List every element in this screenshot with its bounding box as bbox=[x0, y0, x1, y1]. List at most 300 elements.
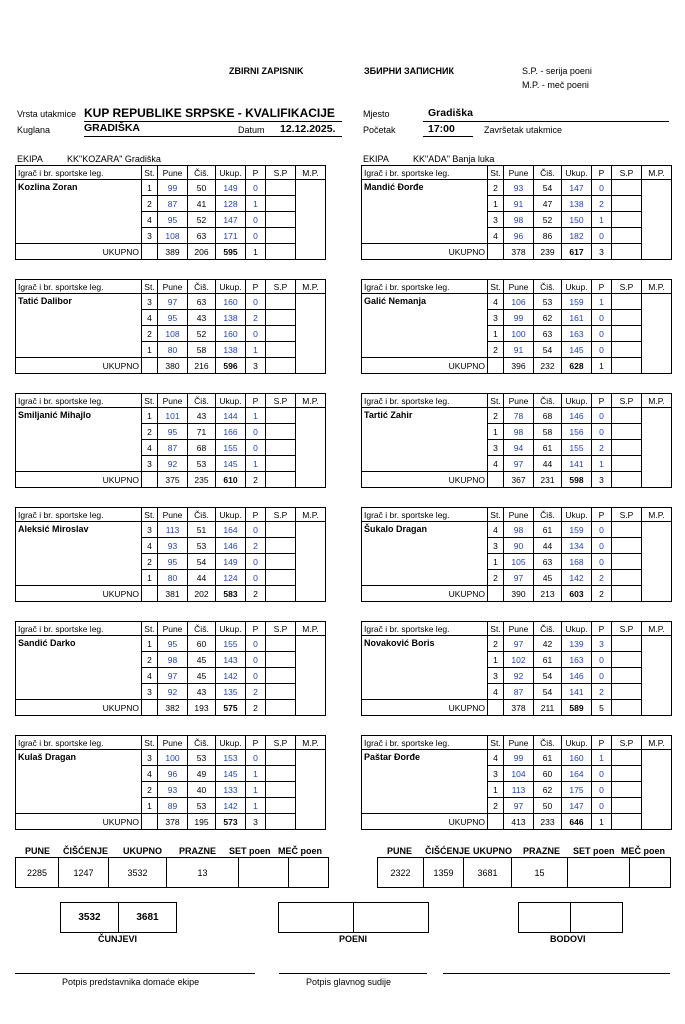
player-name: Sandić Darko bbox=[16, 636, 142, 700]
col-st-header: St. bbox=[488, 622, 504, 636]
total-prazne: 5 bbox=[592, 700, 612, 716]
set-ukup: 124 bbox=[216, 570, 246, 586]
col-mp-header: M.P. bbox=[642, 736, 672, 750]
col-st-header: St. bbox=[142, 622, 158, 636]
set-pune: 113 bbox=[504, 782, 534, 798]
table-row bbox=[362, 408, 672, 424]
match-point-cell bbox=[642, 636, 672, 716]
total-ukup: 617 bbox=[562, 244, 592, 260]
set-pune: 108 bbox=[158, 326, 188, 342]
summary-label-set_poen: SET poen bbox=[229, 846, 271, 856]
col-mp-header: M.P. bbox=[296, 166, 326, 180]
set-pune: 113 bbox=[158, 522, 188, 538]
set-pune: 92 bbox=[158, 684, 188, 700]
set-cis: 40 bbox=[188, 782, 216, 798]
set-lane: 3 bbox=[488, 212, 504, 228]
total-label: UKUPNO bbox=[362, 472, 488, 488]
col-cis-header: Čiš. bbox=[188, 394, 216, 408]
poeni-label: POENI bbox=[339, 934, 368, 944]
set-ukup: 168 bbox=[562, 554, 592, 570]
set-prazne: 1 bbox=[246, 798, 266, 814]
total-prazne: 2 bbox=[592, 586, 612, 602]
total-ukup: 595 bbox=[216, 244, 246, 260]
col-mp-header: M.P. bbox=[296, 280, 326, 294]
away-match-table bbox=[361, 735, 672, 830]
set-sp bbox=[612, 408, 642, 424]
total-label: UKUPNO bbox=[16, 700, 142, 716]
col-ukup-header: Ukup. bbox=[562, 280, 592, 294]
set-cis: 86 bbox=[534, 228, 562, 244]
col-player-header: Igrač i br. sportske leg. bbox=[16, 508, 142, 522]
set-lane: 2 bbox=[488, 342, 504, 358]
set-sp bbox=[266, 408, 296, 424]
set-cis: 42 bbox=[534, 636, 562, 652]
set-pune: 93 bbox=[158, 538, 188, 554]
set-cis: 68 bbox=[188, 440, 216, 456]
set-pune: 78 bbox=[504, 408, 534, 424]
col-pune-header: Pune bbox=[158, 622, 188, 636]
col-p-header: P bbox=[592, 280, 612, 294]
table-row bbox=[16, 180, 326, 196]
col-cis-header: Čiš. bbox=[188, 622, 216, 636]
col-ukup-header: Ukup. bbox=[562, 166, 592, 180]
set-ukup: 171 bbox=[216, 228, 246, 244]
set-sp bbox=[612, 668, 642, 684]
set-sp bbox=[266, 440, 296, 456]
player-name: Aleksić Miroslav bbox=[16, 522, 142, 586]
total-pune: 378 bbox=[504, 244, 534, 260]
col-p-header: P bbox=[592, 736, 612, 750]
home-team-label: EKIPA bbox=[17, 154, 43, 164]
set-prazne: 1 bbox=[592, 456, 612, 472]
set-pune: 87 bbox=[504, 684, 534, 700]
away-sum-prazne: 15 bbox=[512, 858, 568, 888]
vrsta-value: KUP REPUBLIKE SRPSKE - KVALIFIKACIJE bbox=[84, 106, 335, 120]
col-ukup-header: Ukup. bbox=[216, 736, 246, 750]
set-sp bbox=[266, 798, 296, 814]
set-sp bbox=[266, 652, 296, 668]
set-pune: 96 bbox=[504, 228, 534, 244]
col-p-header: P bbox=[246, 508, 266, 522]
set-prazne: 2 bbox=[592, 440, 612, 456]
summary-label-ciscenje: ČIŠĆENJE bbox=[63, 846, 109, 856]
set-prazne: 0 bbox=[592, 180, 612, 196]
set-pune: 106 bbox=[504, 294, 534, 310]
set-sp bbox=[612, 342, 642, 358]
col-sp-header: S.P bbox=[266, 166, 296, 180]
away-sum-set bbox=[568, 858, 630, 888]
player-name: Tatić Dalibor bbox=[16, 294, 142, 358]
summary-label-prazne: PRAZNE bbox=[179, 846, 217, 856]
set-ukup: 149 bbox=[216, 554, 246, 570]
set-pune: 97 bbox=[158, 294, 188, 310]
set-prazne: 0 bbox=[592, 424, 612, 440]
set-lane: 2 bbox=[488, 636, 504, 652]
set-pune: 102 bbox=[504, 652, 534, 668]
set-lane: 4 bbox=[142, 212, 158, 228]
set-cis: 62 bbox=[534, 310, 562, 326]
col-pune-header: Pune bbox=[158, 736, 188, 750]
table-row bbox=[16, 294, 326, 310]
col-sp-header: S.P bbox=[612, 280, 642, 294]
total-sp bbox=[612, 700, 642, 716]
col-p-header: P bbox=[246, 280, 266, 294]
col-cis-header: Čiš. bbox=[534, 280, 562, 294]
set-sp bbox=[266, 668, 296, 684]
set-cis: 58 bbox=[534, 424, 562, 440]
set-prazne: 0 bbox=[592, 228, 612, 244]
set-sp bbox=[612, 456, 642, 472]
pocetak-label: Početak bbox=[363, 125, 396, 135]
col-player-header: Igrač i br. sportske leg. bbox=[362, 508, 488, 522]
player-name: Tartić Zahir bbox=[362, 408, 488, 472]
set-prazne: 1 bbox=[246, 782, 266, 798]
total-label: UKUPNO bbox=[362, 358, 488, 374]
set-lane: 4 bbox=[142, 766, 158, 782]
col-mp-header: M.P. bbox=[642, 622, 672, 636]
total-pune: 390 bbox=[504, 586, 534, 602]
total-row bbox=[16, 814, 326, 830]
total-cis: 206 bbox=[188, 244, 216, 260]
col-st-header: St. bbox=[488, 394, 504, 408]
set-lane: 3 bbox=[142, 228, 158, 244]
home-match-table bbox=[15, 507, 326, 602]
set-prazne: 0 bbox=[246, 294, 266, 310]
set-prazne: 0 bbox=[592, 408, 612, 424]
kuglana-label: Kuglana bbox=[17, 125, 51, 135]
set-ukup: 161 bbox=[562, 310, 592, 326]
set-sp bbox=[612, 326, 642, 342]
col-pune-header: Pune bbox=[158, 508, 188, 522]
set-sp bbox=[612, 294, 642, 310]
set-ukup: 160 bbox=[562, 750, 592, 766]
total-pune: 381 bbox=[158, 586, 188, 602]
col-pune-header: Pune bbox=[158, 166, 188, 180]
total-cis: 211 bbox=[534, 700, 562, 716]
set-cis: 71 bbox=[188, 424, 216, 440]
col-player-header: Igrač i br. sportske leg. bbox=[16, 280, 142, 294]
total-row bbox=[362, 700, 672, 716]
total-prazne: 3 bbox=[592, 244, 612, 260]
away-sum-ciscenje: 1359 bbox=[424, 858, 464, 888]
total-label: UKUPNO bbox=[362, 814, 488, 830]
set-sp bbox=[612, 782, 642, 798]
set-prazne: 2 bbox=[592, 684, 612, 700]
total-ukup: 573 bbox=[216, 814, 246, 830]
set-prazne: 0 bbox=[592, 538, 612, 554]
total-label: UKUPNO bbox=[16, 472, 142, 488]
col-sp-header: S.P bbox=[266, 622, 296, 636]
cunjevi-home: 3532 bbox=[61, 903, 119, 933]
set-prazne: 0 bbox=[592, 554, 612, 570]
set-pune: 89 bbox=[158, 798, 188, 814]
home-match-table bbox=[15, 393, 326, 488]
total-row bbox=[362, 472, 672, 488]
set-ukup: 182 bbox=[562, 228, 592, 244]
total-cis: 235 bbox=[188, 472, 216, 488]
set-sp bbox=[266, 554, 296, 570]
col-st-header: St. bbox=[142, 280, 158, 294]
col-pune-header: Pune bbox=[504, 394, 534, 408]
set-cis: 63 bbox=[534, 554, 562, 570]
total-ukup: 596 bbox=[216, 358, 246, 374]
set-pune: 87 bbox=[158, 440, 188, 456]
set-prazne: 0 bbox=[246, 424, 266, 440]
poeni-home bbox=[279, 903, 354, 933]
total-ukup: 646 bbox=[562, 814, 592, 830]
set-ukup: 155 bbox=[216, 440, 246, 456]
total-spacer bbox=[142, 700, 158, 716]
set-pune: 93 bbox=[504, 180, 534, 196]
set-sp bbox=[266, 228, 296, 244]
col-sp-header: S.P bbox=[266, 508, 296, 522]
set-pune: 105 bbox=[504, 554, 534, 570]
set-ukup: 160 bbox=[216, 294, 246, 310]
col-cis-header: Čiš. bbox=[188, 508, 216, 522]
set-pune: 101 bbox=[158, 408, 188, 424]
total-cis: 232 bbox=[534, 358, 562, 374]
total-spacer bbox=[142, 586, 158, 602]
total-spacer bbox=[142, 244, 158, 260]
set-lane: 3 bbox=[488, 766, 504, 782]
set-cis: 60 bbox=[188, 636, 216, 652]
player-name: Galić Nemanja bbox=[362, 294, 488, 358]
set-cis: 68 bbox=[534, 408, 562, 424]
total-spacer bbox=[142, 472, 158, 488]
set-lane: 2 bbox=[488, 798, 504, 814]
set-lane: 3 bbox=[142, 294, 158, 310]
total-prazne: 1 bbox=[592, 358, 612, 374]
total-row bbox=[362, 244, 672, 260]
total-label: UKUPNO bbox=[362, 700, 488, 716]
total-prazne: 2 bbox=[246, 586, 266, 602]
match-point-cell bbox=[296, 180, 326, 260]
datum-value: 12.12.2025. bbox=[280, 123, 336, 135]
set-prazne: 1 bbox=[246, 408, 266, 424]
col-st-header: St. bbox=[488, 508, 504, 522]
set-cis: 43 bbox=[188, 684, 216, 700]
set-ukup: 149 bbox=[216, 180, 246, 196]
col-sp-header: S.P bbox=[266, 736, 296, 750]
summary-label-prazne: PRAZNE bbox=[523, 846, 561, 856]
set-cis: 54 bbox=[534, 668, 562, 684]
away-match-table bbox=[361, 393, 672, 488]
home-sum-ukupno: 3532 bbox=[109, 858, 167, 888]
set-sp bbox=[266, 636, 296, 652]
set-prazne: 0 bbox=[246, 554, 266, 570]
mjesto-label: Mjesto bbox=[363, 109, 390, 119]
set-prazne: 0 bbox=[592, 782, 612, 798]
set-prazne: 0 bbox=[246, 570, 266, 586]
col-ukup-header: Ukup. bbox=[562, 736, 592, 750]
set-ukup: 164 bbox=[562, 766, 592, 782]
set-ukup: 142 bbox=[216, 798, 246, 814]
set-pune: 90 bbox=[504, 538, 534, 554]
set-cis: 60 bbox=[534, 766, 562, 782]
pocetak-value: 17:00 bbox=[428, 123, 455, 135]
total-row bbox=[362, 814, 672, 830]
poeni-table bbox=[278, 902, 429, 933]
set-cis: 47 bbox=[534, 196, 562, 212]
set-ukup: 146 bbox=[216, 538, 246, 554]
set-lane: 1 bbox=[142, 636, 158, 652]
set-pune: 100 bbox=[504, 326, 534, 342]
set-sp bbox=[266, 196, 296, 212]
col-ukup-header: Ukup. bbox=[562, 508, 592, 522]
home-match-table bbox=[15, 735, 326, 830]
set-lane: 4 bbox=[142, 668, 158, 684]
col-sp-header: S.P bbox=[612, 166, 642, 180]
set-ukup: 142 bbox=[562, 570, 592, 586]
match-point-cell bbox=[642, 180, 672, 260]
set-ukup: 164 bbox=[216, 522, 246, 538]
set-cis: 63 bbox=[188, 228, 216, 244]
col-cis-header: Čiš. bbox=[534, 622, 562, 636]
signature-referee-label: Potpis glavnog sudije bbox=[306, 977, 392, 987]
set-cis: 50 bbox=[534, 798, 562, 814]
table-row bbox=[16, 522, 326, 538]
set-pune: 99 bbox=[504, 310, 534, 326]
set-pune: 95 bbox=[158, 310, 188, 326]
set-sp bbox=[266, 310, 296, 326]
col-player-header: Igrač i br. sportske leg. bbox=[362, 622, 488, 636]
away-team-name: KK"ADA" Banja luka bbox=[413, 154, 495, 164]
cunjevi-away: 3681 bbox=[119, 903, 177, 933]
home-match-table bbox=[15, 279, 326, 374]
total-label: UKUPNO bbox=[16, 244, 142, 260]
home-sum-mec bbox=[289, 858, 329, 888]
match-point-cell bbox=[296, 294, 326, 374]
set-prazne: 2 bbox=[592, 196, 612, 212]
set-cis: 43 bbox=[188, 310, 216, 326]
col-p-header: P bbox=[246, 622, 266, 636]
bodovi-away bbox=[571, 903, 623, 933]
summary-label-ukupno: UKUPNO bbox=[123, 846, 163, 856]
home-match-table bbox=[15, 165, 326, 260]
total-prazne: 2 bbox=[246, 472, 266, 488]
total-cis: 202 bbox=[188, 586, 216, 602]
set-lane: 2 bbox=[488, 408, 504, 424]
set-lane: 2 bbox=[142, 652, 158, 668]
set-sp bbox=[266, 538, 296, 554]
col-pune-header: Pune bbox=[504, 736, 534, 750]
set-ukup: 150 bbox=[562, 212, 592, 228]
col-sp-header: S.P bbox=[612, 736, 642, 750]
set-lane: 4 bbox=[488, 522, 504, 538]
set-cis: 44 bbox=[534, 538, 562, 554]
set-cis: 52 bbox=[188, 326, 216, 342]
player-name: Mandić Đorđe bbox=[362, 180, 488, 244]
set-pune: 98 bbox=[504, 212, 534, 228]
set-sp bbox=[266, 212, 296, 228]
set-sp bbox=[612, 636, 642, 652]
total-prazne: 3 bbox=[246, 814, 266, 830]
set-sp bbox=[266, 294, 296, 310]
set-sp bbox=[612, 766, 642, 782]
set-cis: 63 bbox=[534, 326, 562, 342]
set-ukup: 159 bbox=[562, 522, 592, 538]
set-prazne: 0 bbox=[246, 750, 266, 766]
total-cis: 213 bbox=[534, 586, 562, 602]
set-lane: 1 bbox=[142, 180, 158, 196]
set-sp bbox=[266, 326, 296, 342]
total-prazne: 2 bbox=[246, 700, 266, 716]
set-lane: 3 bbox=[488, 310, 504, 326]
table-row bbox=[16, 408, 326, 424]
set-cis: 44 bbox=[188, 570, 216, 586]
away-sum-pune: 2322 bbox=[378, 858, 424, 888]
set-ukup: 142 bbox=[216, 668, 246, 684]
match-point-cell bbox=[296, 750, 326, 830]
set-lane: 4 bbox=[142, 538, 158, 554]
set-sp bbox=[266, 684, 296, 700]
set-cis: 52 bbox=[188, 212, 216, 228]
total-row bbox=[16, 700, 326, 716]
set-pune: 94 bbox=[504, 440, 534, 456]
total-cis: 216 bbox=[188, 358, 216, 374]
col-mp-header: M.P. bbox=[642, 394, 672, 408]
set-pune: 100 bbox=[158, 750, 188, 766]
legend-mp: M.P. - meč poeni bbox=[522, 80, 589, 90]
set-ukup: 147 bbox=[216, 212, 246, 228]
set-cis: 58 bbox=[188, 342, 216, 358]
set-lane: 2 bbox=[488, 180, 504, 196]
set-lane: 2 bbox=[142, 554, 158, 570]
set-lane: 4 bbox=[142, 310, 158, 326]
vrsta-label: Vrsta utakmice bbox=[17, 109, 77, 119]
col-mp-header: M.P. bbox=[642, 280, 672, 294]
set-cis: 45 bbox=[188, 668, 216, 684]
player-name: Smiljanić Mihajlo bbox=[16, 408, 142, 472]
total-cis: 233 bbox=[534, 814, 562, 830]
zavrsetak-label: Završetak utakmice bbox=[484, 125, 563, 135]
col-p-header: P bbox=[592, 394, 612, 408]
total-sp bbox=[612, 244, 642, 260]
total-sp bbox=[266, 586, 296, 602]
set-cis: 62 bbox=[534, 782, 562, 798]
set-lane: 1 bbox=[488, 424, 504, 440]
col-p-header: P bbox=[246, 394, 266, 408]
total-sp bbox=[612, 472, 642, 488]
set-prazne: 0 bbox=[246, 668, 266, 684]
set-pune: 93 bbox=[158, 782, 188, 798]
set-lane: 2 bbox=[488, 570, 504, 586]
col-mp-header: M.P. bbox=[296, 736, 326, 750]
set-cis: 53 bbox=[188, 456, 216, 472]
set-ukup: 163 bbox=[562, 652, 592, 668]
away-team-label: EKIPA bbox=[363, 154, 389, 164]
set-prazne: 1 bbox=[592, 750, 612, 766]
total-pune: 389 bbox=[158, 244, 188, 260]
total-pune: 367 bbox=[504, 472, 534, 488]
away-match-table bbox=[361, 279, 672, 374]
player-name: Kozlina Zoran bbox=[16, 180, 142, 244]
away-sum-ukupno: 3681 bbox=[464, 858, 512, 888]
set-prazne: 0 bbox=[246, 652, 266, 668]
set-sp bbox=[266, 456, 296, 472]
total-row bbox=[16, 472, 326, 488]
match-point-cell bbox=[642, 522, 672, 602]
col-player-header: Igrač i br. sportske leg. bbox=[362, 280, 488, 294]
total-row bbox=[16, 244, 326, 260]
set-prazne: 2 bbox=[592, 570, 612, 586]
set-sp bbox=[612, 310, 642, 326]
col-mp-header: M.P. bbox=[296, 508, 326, 522]
set-ukup: 159 bbox=[562, 294, 592, 310]
set-prazne: 2 bbox=[246, 310, 266, 326]
set-pune: 95 bbox=[158, 212, 188, 228]
total-spacer bbox=[488, 586, 504, 602]
